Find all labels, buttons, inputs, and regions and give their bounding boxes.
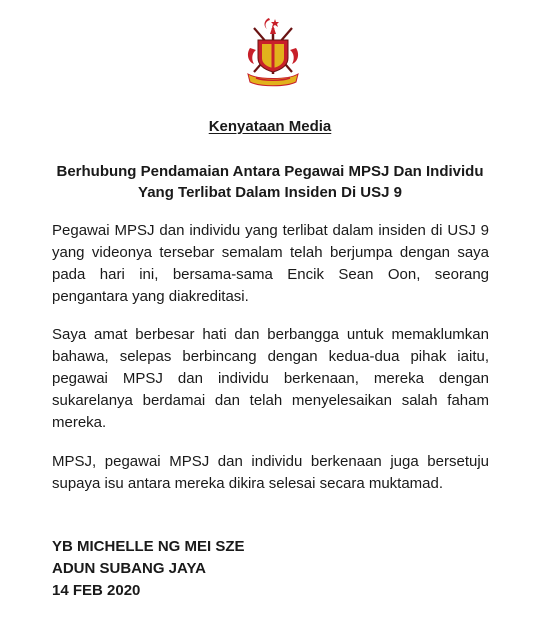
subject-line-1: Berhubung Pendamaian Antara Pegawai MPSJ Dan Individu	[56, 163, 484, 180]
statement-subject	[30, 161, 510, 203]
selangor-crest-icon	[236, 14, 310, 92]
paragraph-2: Saya amat berbesar hati dan berbangga untuk memaklumkan bahawa, selepas berbincang dengan kedua-dua pihak iaitu, pegawai MPSJ dan individu berkenaan, mereka dengan sukarelanya berdamai dan telah menyelesaikan salah faham mereka.	[52, 326, 489, 431]
statement-heading: Kenyataan Media	[208, 118, 332, 135]
signature-title: ADUN SUBANG JAYA	[52, 560, 206, 577]
paragraph-1: Pegawai MPSJ dan individu yang terlibat dalam insiden di USJ 9 yang videonya tersebar semalam telah berjumpa dengan saya pada hari ini, bersama-sama Encik Sean Oon, seorang pengantara yang diakreditasi.	[52, 222, 489, 305]
paragraph-3: MPSJ, pegawai MPSJ dan individu berkenaan juga bersetuju supaya isu antara mereka dikira selesai secara muktamad.	[52, 453, 489, 492]
signature-name: YB MICHELLE NG MEI SZE	[52, 538, 245, 555]
signature-date: 14 FEB 2020	[52, 582, 141, 599]
subject-line-2: Yang Terlibat Dalam Insiden Di USJ 9	[138, 184, 402, 201]
